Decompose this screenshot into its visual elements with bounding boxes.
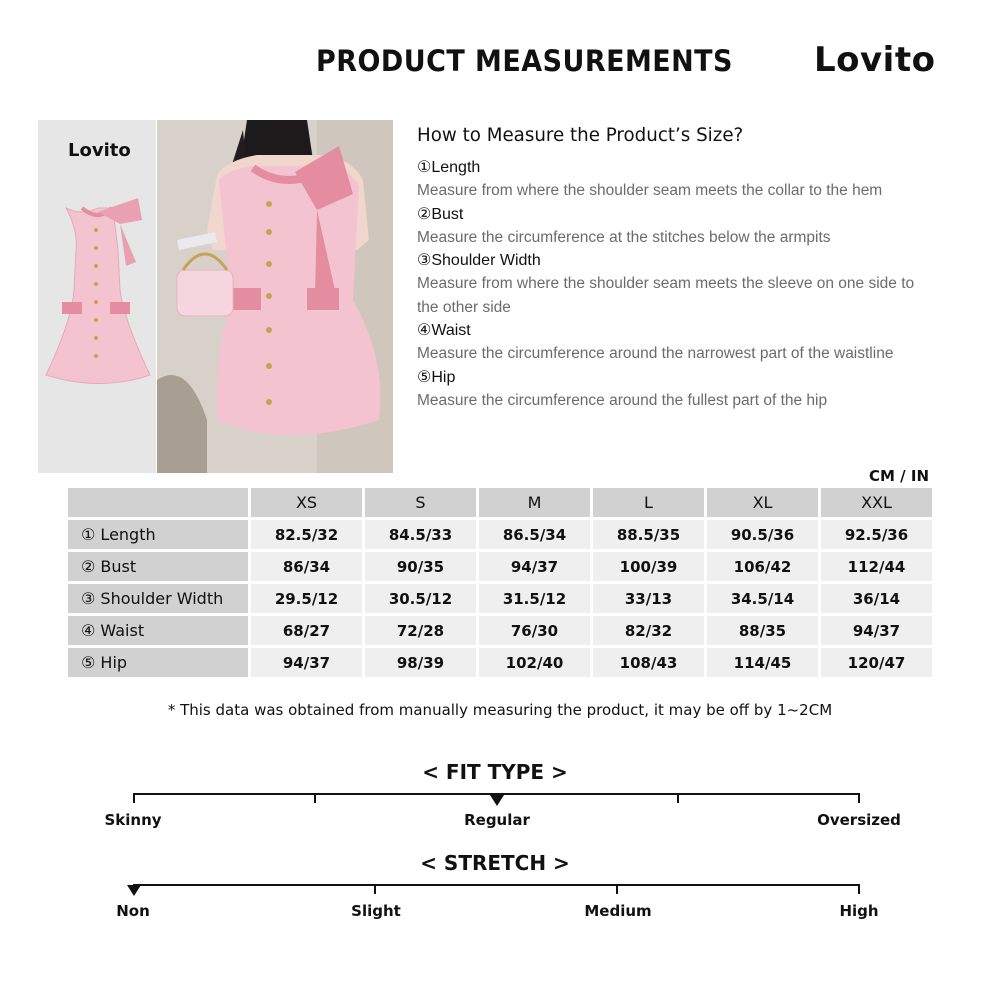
stretch-marker-icon <box>127 885 141 896</box>
stretch-label: Non <box>116 902 150 920</box>
table-cell: 34.5/14 <box>707 584 818 613</box>
stretch-tick <box>858 884 860 894</box>
stretch-tick <box>374 884 376 894</box>
fit-type-label: Oversized <box>817 811 901 829</box>
table-cell: 82/32 <box>593 616 704 645</box>
stretch-label: Medium <box>584 902 652 920</box>
stretch-scale-line <box>133 884 860 886</box>
row-label: ④ Waist <box>68 616 248 645</box>
fit-type-label: Skinny <box>104 811 162 829</box>
fit-type-label: Regular <box>464 811 530 829</box>
table-cell: 106/42 <box>707 552 818 581</box>
size-column-header: S <box>365 488 476 517</box>
table-row <box>68 648 932 677</box>
product-flat-image <box>38 120 156 473</box>
instruction-bust <box>417 203 917 250</box>
model-photo <box>157 120 393 473</box>
size-column-header: XXL <box>821 488 932 517</box>
table-cell: 100/39 <box>593 552 704 581</box>
table-cell: 94/37 <box>251 648 362 677</box>
table-cell: 68/27 <box>251 616 362 645</box>
table-header-row <box>68 488 932 517</box>
howto-title: How to Measure the Product’s Size? <box>417 124 744 146</box>
table-cell: 88/35 <box>707 616 818 645</box>
fit-type-tick <box>133 793 135 803</box>
page-title: PRODUCT MEASUREMENTS <box>316 44 733 78</box>
table-cell: 102/40 <box>479 648 590 677</box>
table-row <box>68 552 932 581</box>
instruction-waist <box>417 319 917 366</box>
instruction-description: Measure the circumference around the narrowest part of the waistline <box>417 345 894 362</box>
flat-image-brand: Lovito <box>68 140 131 161</box>
row-label: ② Bust <box>68 552 248 581</box>
instruction-description: Measure from where the shoulder seam meets the collar to the hem <box>417 182 883 199</box>
stretch-tick <box>616 884 618 894</box>
table-cell: 84.5/33 <box>365 520 476 549</box>
stretch-label: Slight <box>351 902 401 920</box>
instruction-heading: ②Bust <box>417 205 464 223</box>
instruction-heading: ⑤Hip <box>417 368 456 386</box>
instruction-description: Measure from where the shoulder seam meets the sleeve on one side to the other side <box>417 275 915 316</box>
table-cell: 88.5/35 <box>593 520 704 549</box>
table-cell: 120/47 <box>821 648 932 677</box>
stretch-title: < STRETCH > <box>420 851 570 875</box>
dress-flat-illustration <box>38 120 156 473</box>
instruction-description: Measure the circumference around the fullest part of the hip <box>417 391 828 409</box>
instruction-heading: ③Shoulder Width <box>417 252 541 269</box>
table-cell: 30.5/12 <box>365 584 476 613</box>
table-cell: 92.5/36 <box>821 520 932 549</box>
table-cell: 33/13 <box>593 584 704 613</box>
size-column-header: L <box>593 488 704 517</box>
fit-type-marker-icon <box>490 795 504 806</box>
unit-label: CM / IN <box>869 467 929 485</box>
instruction-shoulder-width <box>417 249 917 319</box>
size-column-header: M <box>479 488 590 517</box>
fit-type-tick <box>314 793 316 803</box>
table-cell: 36/14 <box>821 584 932 613</box>
model-photo-illustration <box>157 120 393 473</box>
instruction-hip <box>417 366 917 413</box>
table-cell: 86/34 <box>251 552 362 581</box>
table-cell: 72/28 <box>365 616 476 645</box>
table-cell: 76/30 <box>479 616 590 645</box>
table-cell: 108/43 <box>593 648 704 677</box>
measurement-instructions <box>417 156 917 412</box>
table-cell: 94/37 <box>821 616 932 645</box>
stretch-label: High <box>839 902 879 920</box>
row-label: ③ Shoulder Width <box>68 584 248 613</box>
size-column-header: XL <box>707 488 818 517</box>
instruction-length <box>417 156 917 203</box>
table-cell: 114/45 <box>707 648 818 677</box>
table-cell: 29.5/12 <box>251 584 362 613</box>
fit-type-tick <box>677 793 679 803</box>
size-column-header: XS <box>251 488 362 517</box>
table-cell: 82.5/32 <box>251 520 362 549</box>
instruction-heading: ④Waist <box>417 322 471 339</box>
brand-logo: Lovito <box>814 40 936 80</box>
instruction-heading: ①Length <box>417 159 481 176</box>
table-corner-cell <box>68 488 248 517</box>
table-row <box>68 520 932 549</box>
table-cell: 98/39 <box>365 648 476 677</box>
fit-type-title: < FIT TYPE > <box>422 760 568 784</box>
table-cell: 86.5/34 <box>479 520 590 549</box>
table-cell: 90.5/36 <box>707 520 818 549</box>
table-cell: 31.5/12 <box>479 584 590 613</box>
table-cell: 90/35 <box>365 552 476 581</box>
table-row <box>68 584 932 613</box>
instruction-description: Measure the circumference at the stitches below the armpits <box>417 228 831 246</box>
fit-type-tick <box>858 793 860 803</box>
table-cell: 112/44 <box>821 552 932 581</box>
size-chart-table <box>65 485 935 680</box>
table-row <box>68 616 932 645</box>
table-cell: 94/37 <box>479 552 590 581</box>
row-label: ① Length <box>68 520 248 549</box>
measurement-footnote: * This data was obtained from manually measuring the product, it may be off by 1~2CM <box>167 701 833 719</box>
row-label: ⑤ Hip <box>68 648 248 677</box>
